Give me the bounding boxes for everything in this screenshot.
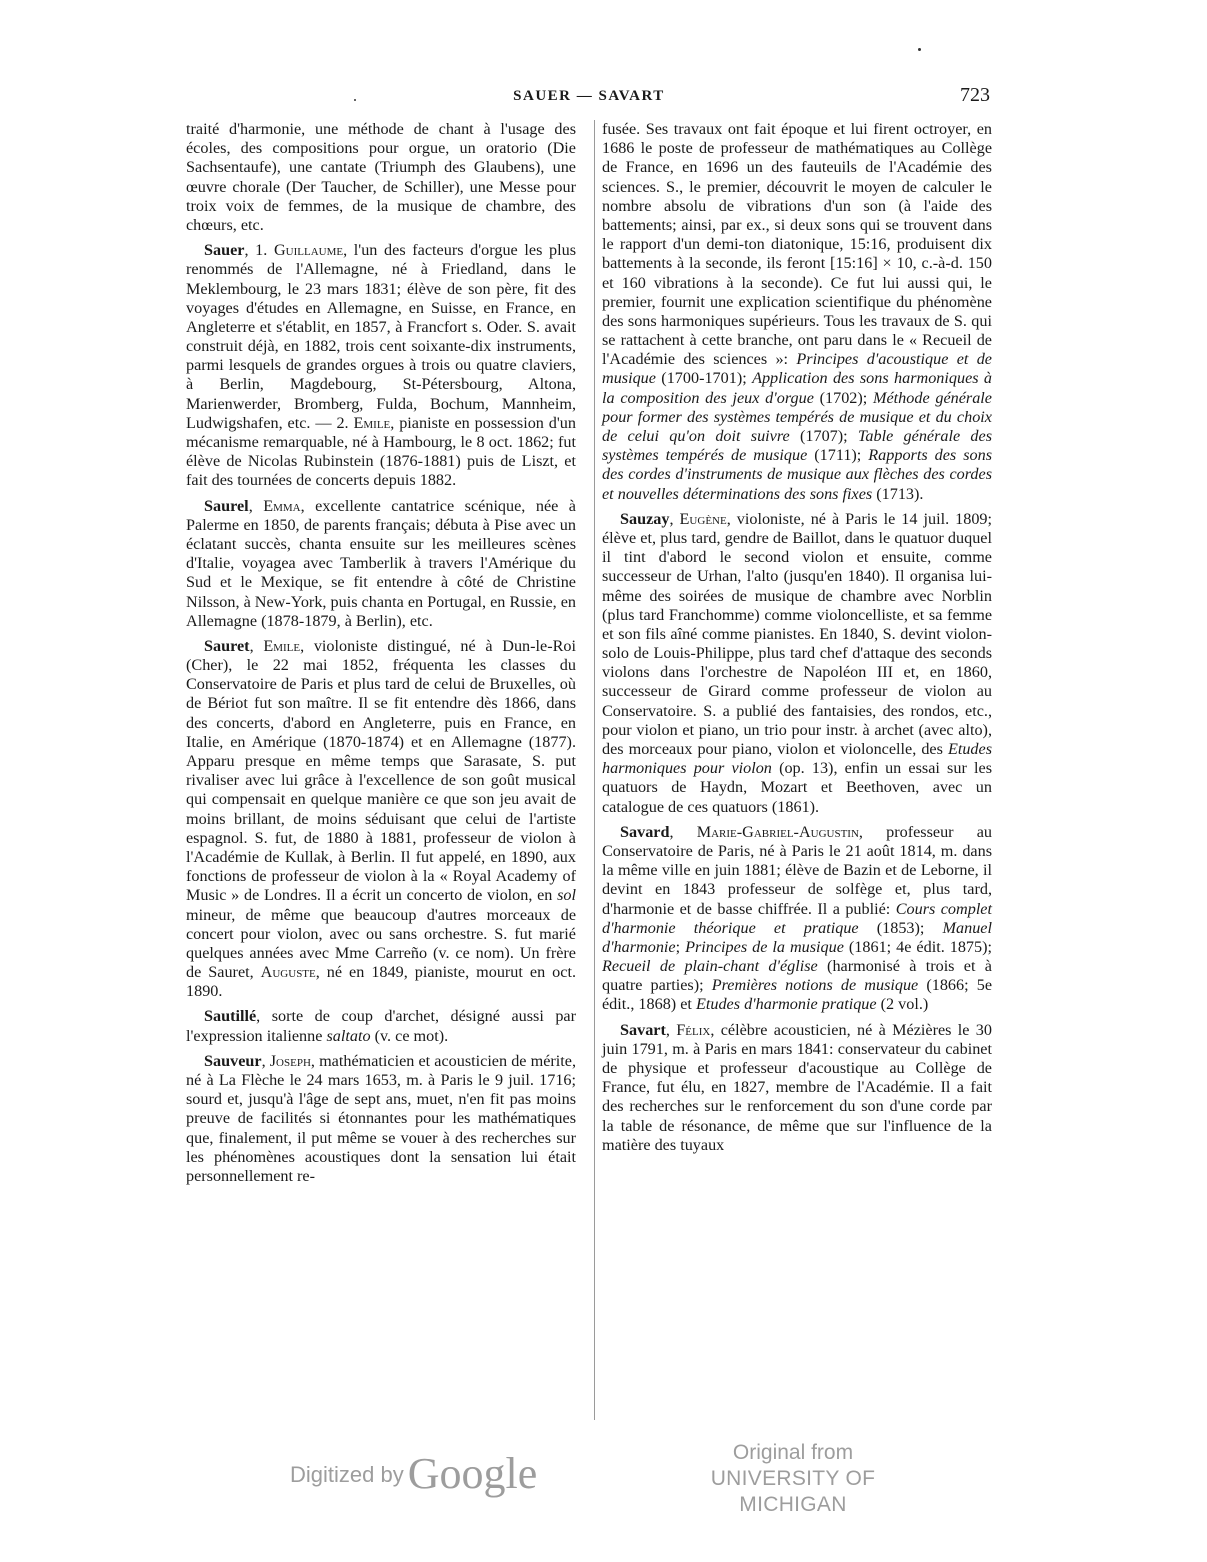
entry-sauer [186,241,576,490]
source-institution: UNIVERSITY OF MICHIGAN [710,1467,876,1516]
entry-text: , violoniste, né à Paris le 14 juil. 1809; élève et, plus tard, gendre de Baillot, dans le quatuor duquel il tint d'abord le second violon et ensuite, comme successeur de Urhan, l'alto (jusqu'en 1840). Il organisa lui-même des soirées de musique de chambre avec Norblin (plus tard Franchomme) comme violoncelliste, et sa femme et son fils aîné comme pianistes. En 1840, S. devint violon-solo de Louis-Philippe, plus tard chef d'attaque des seconds violons dans l'orchestre de Napoléon III et, en 1860, successeur de Girard comme professeur de violon au Conservatoire. S. a publié des fantaisies, des rondos, etc., pour violon et piano, un trio pour instr. à archet (avec alto), des morceaux pour piano, violon et violoncelle, des [602,509,992,758]
headword: Sauret [204,636,250,655]
entry-text: (1866; 5e édit., 1868) et [602,976,993,1014]
entry-text: (1707); [789,427,858,445]
entry-text: , violoniste distingué, né à Dun-le-Roi (Cher), le 22 mai 1852, fréquenta les classes du Conservatoire de Paris et plus tard de celui de Bruxelles, où de Bériot fut son maître. Il se fit entendre dès 1866, dans des concerts, d'abord en Angleterre, puis en France, en Italie, en Amérique (1870-1874) et en Allemagne (1877). Apparu presque en même temps que Sarasate, S. put rivaliser avec lui grâce à l'excellence de son goût musical qui compensait en quelque manière ce que son jeu avait de moins brillant, de moins séduisant que celui de l'artiste espagnol. S. fut, de 1880 à 1881, professeur de violon à l'Académie de Kullak, à Berlin. Il fut appelé, en 1890, aux fonctions de professeur de violon à la « Royal Academy of Music » de Londres. Il a écrit un concerto de violon, en [186,636,576,905]
first-name: Auguste [260,963,316,982]
first-name: Emile [263,636,301,655]
entry-text: , excellente cantatrice scénique, née à Palerme en 1850, de parents français; débuta à Pise avec un éclatant succès, chanta ensuite sur les meilleures scènes d'Italie, voyagea avec Tamberlik à travers l'Amérique du Sud et le Mexique, se fit entendre à côté de Christine Nilsson, à New-York, puis chanta en Portugal, en Russie, en Allemagne (1878-1879, à Berlin), etc. [186,496,576,630]
speck-mark [918,48,921,51]
page-header [186,84,992,112]
entry-savart [602,1021,992,1155]
work-title: Manuel d'harmonie [602,918,992,956]
original-from-label: Original from [732,1441,854,1464]
column-divider [594,120,595,1420]
work-title: Application des sons harmoniques à la composition des jeux d'orgue [602,369,992,407]
work-title: Principes d'acoustique et de musique [602,350,992,388]
digitized-by-watermark [290,1448,537,1499]
work-title: Premières notions de musique [711,976,919,995]
original-source-watermark [668,1440,918,1518]
entry-text: (1713). [872,484,924,503]
left-column [186,120,576,1192]
first-name: Joseph [269,1051,311,1070]
headword: Savard [620,822,670,841]
right-column [602,120,992,1161]
entry-sauveur [186,1052,576,1186]
entry-text: , 1. [244,241,274,260]
headword: Sauzay [620,509,670,528]
entry-text: ; [675,937,686,956]
entry-text: , né en 1849, pianiste, mourut en oct. 1890. [186,963,576,1001]
page-number: 723 [960,84,990,106]
work-title: Cours complet d'harmonie théorique et pratique [602,899,992,937]
work-title: Méthode générale pour former des systèmes tempérés de musique et du choix de celui qu'on doit suivre [602,388,992,445]
first-name: Emile [353,413,391,432]
entry-text: , [261,1051,270,1070]
digitization-footer [0,1440,1207,1516]
headword: Savart [620,1020,666,1039]
running-title: SAUER — SAVART [513,88,665,104]
work-title: Etudes d'harmonie pratique [695,995,877,1014]
digitized-prefix: Digitized by [290,1462,404,1487]
entry-text: (1853); [858,918,943,937]
entry-continuation: traité d'harmonie, une méthode de chant à l'usage des écoles, des compositions pour orgue, un oratorio (Die Sachsentaufe), une cantate (Triumph des Glaubens), une œuvre chorale (Der Taucher, de Schiller), une Messe pour troix voix de femmes, de la musique de chambre, des chœurs, etc. [186,120,576,234]
entry-text: (harmonisé à trois et à quatre parties); [602,957,992,995]
entry-text: , pianiste en possession d'un mécanisme remarquable, né à Hambourg, le 8 oct. 1862; fut élève de Nicolas Rubinstein (1876-1881) puis de Liszt, et fait des tournées de concerts depuis 1882. [186,413,576,490]
entry-text: (op. 13), enfin un essai sur les quatuors de Haydn, Mozart et Beethoven, avec un catalogue de ces quatuors (1861). [602,759,992,816]
first-name: Félix [676,1020,711,1039]
first-name: Marie-Gabriel-Augustin [696,822,859,841]
entry-sauret [186,637,576,1002]
entry-text: (1861; 4e édit. 1875); [843,937,992,956]
first-name: Eugène [679,509,727,528]
headword: Sauer [204,241,245,260]
work-title: Etudes harmoniques pour violon [602,740,992,778]
entry-text: , [669,822,697,841]
entry-text: , [248,496,264,515]
entry-text: , professeur au Conservatoire de Paris, né à Paris le 21 août 1814, m. dans la même ville en juin 1881; élève de Bazin et de Leborne, il devint en 1843 professeur de solfège et, plus tard, d'harmonie et de basse chiffrée. Il a publié: [602,822,993,918]
entry-text: (2 vol.) [876,995,929,1014]
entry-text: mineur, de même que beaucoup d'autres morceaux de concert pour violon, avec ou sans orchestre. S. fut marié quelques années avec Mme Carreño (v. ce nom). Un frère de Sauret, [186,905,576,982]
entry-text: , l'un des facteurs d'orgue les plus renommés de l'Allemagne, né à Friedland, dans le Meklembourg, le 23 mars 1831; élève de son père, fit des voyages d'études en Allemagne, en Suisse, en France, en Angleterre et s'établit, en 1857, à Francfort s. Oder. S. avait construit déjà, en 1882, trois cent soixante-dix instruments, parmi lesquels de grandes orgues à trois ou quatre claviers, à Berlin, Magdebourg, St-Pétersbourg, Altona, Marienwerder, Bromberg, Fulda, Bochum, Mannheim, Ludwigshafen, etc. — 2. [186,241,577,432]
entry-saurel [186,497,576,631]
work-title: Recueil de plain-chant d'église [602,957,818,976]
entry-text: , [665,1020,677,1039]
entry-savard [602,823,992,1015]
italic-term: saltato [326,1026,371,1045]
entry-text: (1702); [813,388,873,407]
headword: Saurel [204,496,249,515]
entry-sautille [186,1007,576,1045]
entry-text: , célèbre acousticien, né à Mézières le 30 juin 1791, m. à Paris en mars 1841: conservateur du cabinet de physique et professeur d'acoustique au Collège de France, fut élu, en 1827, membre de l'Académie. Il a fait des recherches sur le renforcement du son d'une corde par la table de résonance, de même que sur l'influence de la matière des tuyaux [602,1020,992,1154]
italic-term: sol [557,886,576,905]
google-logo: Google [407,1449,538,1498]
headword: Sautillé [204,1007,257,1026]
entry-text: , [669,509,680,528]
work-title: Table générale des systèmes tempérés de musique [602,427,993,465]
headword: Sauveur [204,1051,262,1070]
entry-text: fusée. Ses travaux ont fait époque et lui firent octroyer, en 1686 le poste de professeur de mathématiques au Collège de France, en 1696 un des fauteuils de l'Académie des sciences. S., le premier, découvrit le moyen de calculer le nombre absolu de vibrations d'un son (à l'aide des battements; ainsi, par ex., si deux sons qui se trouvent dans le rapport d'un demi-ton diatonique, 15:16, produisent dix battements à la seconde, ils feront [15:16] × 10, c.-à-d. 150 et 160 vibrations à la seconde). Ce fut lui aussi qui, le premier, fournit une explication scientifique du phénomène des sons harmoniques supérieurs. Tous les travaux de S. qui se rattachent à cette branche, ont paru dans le « Recueil de l'Académie des sciences »: [602,120,992,369]
entry-text: (v. ce mot). [370,1026,449,1045]
entry-text: , mathématicien et acousticien de mérite, né à La Flèche le 24 mars 1653, m. à Paris le 9 juil. 1716; sourd et, jusqu'à l'âge de sept ans, muet, n'en fit pas moins preuve de facilités si étonnantes pour les mathématiques que, finalement, il put même se vouer à des recherches sur les phénomènes acoustiques dont la sensation lui était personnellement re- [186,1051,577,1185]
work-title: Rapports des sons des cordes d'instruments de musique aux flèches des cordes et nouvelles déterminations des sons fixes [602,446,992,503]
entry-text: (1711); [807,446,869,465]
first-name: Emma [263,496,301,515]
entry-continuation [602,120,992,504]
entry-sauzay [602,510,992,817]
first-name: Guillaume [273,241,344,260]
entry-text: , sorte de coup d'archet, désigné aussi par l'expression italienne [186,1007,576,1045]
entry-text: , [249,636,264,655]
work-title: Principes de la musique [685,937,844,956]
entry-text: (1700-1701); [655,369,753,388]
